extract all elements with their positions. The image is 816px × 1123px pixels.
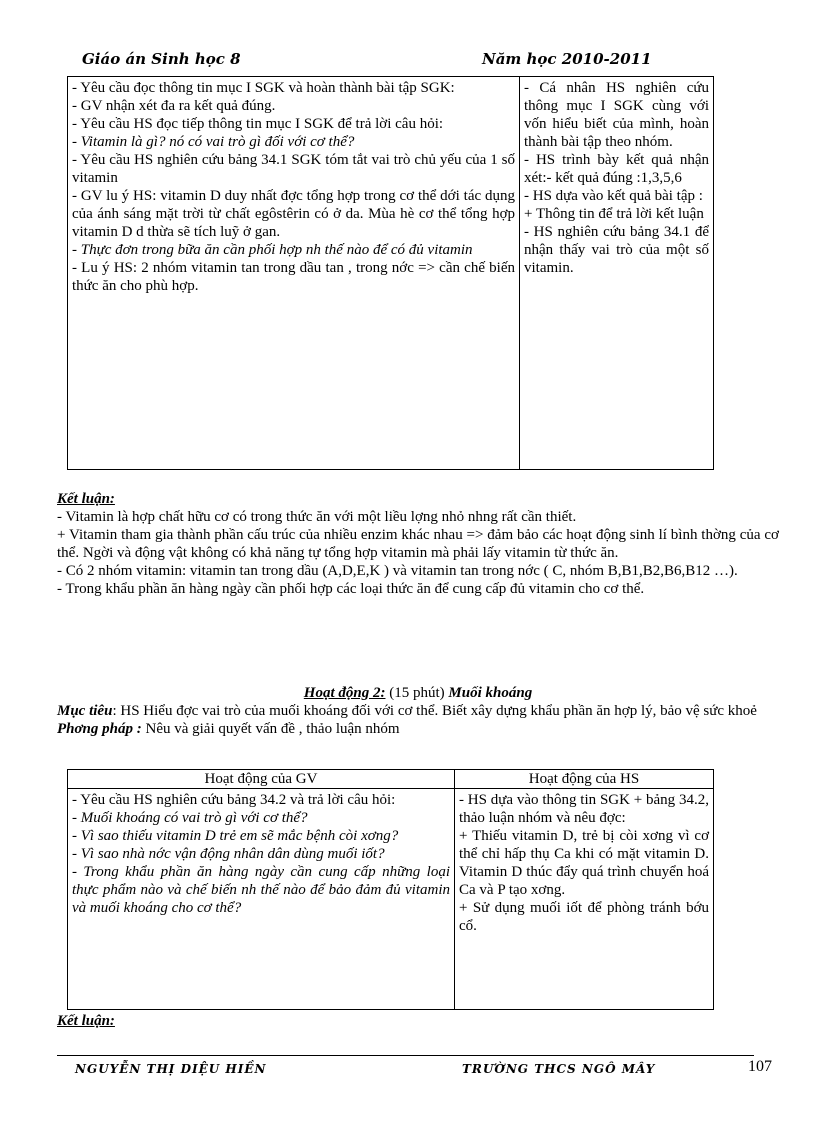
column-header-teacher: Hoạt động của GV bbox=[68, 770, 455, 789]
list-item: - Yêu cầu đọc thông tin mục I SGK và hoàn thành bài tập SGK: bbox=[72, 80, 455, 96]
goal-label: Mục tiêu bbox=[57, 703, 113, 719]
list-item: - Yêu cầu HS đọc tiếp thông tin mục I SGK để trả lời câu hỏi: bbox=[72, 116, 444, 132]
list-item: + Thông tin để trả lời kết luận bbox=[524, 206, 704, 222]
method-text: Nêu và giải quyết vấn đề , thảo luận nhóm bbox=[141, 721, 400, 737]
conclusion-section-1 bbox=[57, 490, 779, 598]
list-item: - Cá nhân HS nghiên cứu thông mục I SGK cùng với vốn hiểu biết của mình, hoàn thành bài tập theo nhóm. bbox=[524, 80, 709, 150]
list-item: - Lu ý HS: 2 nhóm vitamin tan trong dầu tan , trong nớc => cần chế biến thức ăn cho phù hợp. bbox=[72, 260, 515, 294]
activity-title: Muối khoáng bbox=[448, 685, 533, 701]
list-item: - Yêu cầu HS nghiên cứu bảng 34.2 và trả lời câu hỏi: bbox=[72, 792, 396, 808]
student-activity-cell bbox=[520, 77, 714, 470]
conclusion-line: - Trong khẩu phần ăn hàng ngày cần phối hợp các loại thức ăn để cung cấp đủ vitamin cho cơ thể. bbox=[57, 581, 645, 597]
activity-label: Hoạt động 2: bbox=[303, 685, 386, 701]
activity-time: (15 phút) bbox=[389, 685, 445, 701]
list-item: - HS trình bày kết quả nhận xét:- kết quả đúng :1,3,5,6 bbox=[524, 152, 709, 186]
question-item: - Vitamin là gì? nó có vai trò gì đối với cơ thể? bbox=[72, 134, 355, 150]
conclusion-line: - Có 2 nhóm vitamin: vitamin tan trong dầu (A,D,E,K ) và vitamin tan trong nớc ( C, nhóm B,B1,B2,B6,B12 …). bbox=[57, 563, 738, 579]
list-item: - Yêu cầu HS nghiên cứu bảng 34.1 SGK tóm tắt vai trò chủ yếu của 1 số vitamin bbox=[72, 152, 515, 186]
question-item: - Trong khẩu phần ăn hàng ngày cần cung cấp những loại thực phẩm nào và chế biến nh thế nào để bảo đảm đủ vitamin và muối khoáng cho cơ thể? bbox=[72, 864, 450, 916]
activity-table-1 bbox=[67, 76, 714, 470]
column-header-student: Hoạt động của HS bbox=[455, 770, 714, 789]
list-item: - HS dựa vào thông tin SGK + bảng 34.2, thảo luận nhóm và nêu đợc: bbox=[459, 792, 709, 826]
list-item: - GV lu ý HS: vitamin D duy nhất đợc tổng hợp trong cơ thể dới tác dụng của ánh sáng mặt trời từ chất egôstêrin có ở da. Mùa hè cơ thể tổng hợp vitamin D d thừa sẽ tích luỹ ở gan. bbox=[72, 188, 515, 240]
question-item: - Thực đơn trong bữa ăn cần phối hợp nh thế nào để có đủ vitamin bbox=[72, 242, 473, 258]
conclusion-section-2 bbox=[57, 1012, 779, 1030]
header-school-year: Năm học 2010-2011 bbox=[482, 50, 652, 68]
teacher-activity-cell bbox=[68, 789, 455, 1010]
teacher-activity-cell bbox=[68, 77, 520, 470]
page-header bbox=[82, 50, 722, 72]
page-number: 107 bbox=[748, 1058, 772, 1075]
student-activity-cell bbox=[455, 789, 714, 1010]
table-row bbox=[68, 789, 714, 1010]
table-header-row bbox=[68, 770, 714, 789]
activity-table-2 bbox=[67, 769, 714, 1010]
list-item: + Thiếu vitamin D, trẻ bị còi xơng vì cơ thể chỉ hấp thụ Ca khi có mặt vitamin D. Vitamin D thúc đẩy quá trình chuyển hoá Ca và P tạo xơng. bbox=[459, 828, 709, 898]
goal-text: : HS Hiểu đợc vai trò của muối khoáng đối với cơ thể. Biết xây dựng khẩu phần ăn hợp lý, bảo vệ sức khoẻ bbox=[112, 703, 757, 719]
list-item: - HS dựa vào kết quả bài tập : bbox=[524, 188, 703, 204]
footer-school: TRƯỜNG THCS NGÔ MÂY bbox=[462, 1062, 656, 1076]
footer-divider bbox=[57, 1055, 754, 1056]
method-label: Phơng pháp : bbox=[57, 721, 142, 737]
conclusion-heading: Kết luận: bbox=[57, 1013, 115, 1029]
list-item: + Sử dụng muối iốt để phòng tránh bớu cổ. bbox=[459, 900, 709, 934]
question-item: - Vì sao nhà nớc vận động nhân dân dùng muối iốt? bbox=[72, 846, 385, 862]
activity-method bbox=[57, 720, 779, 738]
table-row bbox=[68, 77, 714, 470]
footer-author: NGUYỄN THỊ DIỆU HIỀN bbox=[75, 1062, 267, 1076]
list-item: - GV nhận xét đa ra kết quả đúng. bbox=[72, 98, 276, 114]
header-subject: Giáo án Sinh học 8 bbox=[82, 50, 241, 68]
list-item: - HS nghiên cứu bảng 34.1 để nhận thấy vai trò của một số vitamin. bbox=[524, 224, 709, 276]
activity-goal bbox=[57, 702, 779, 720]
conclusion-line: - Vitamin là hợp chất hữu cơ có trong thức ăn với một liều lợng nhỏ nhng rất cần thiết. bbox=[57, 509, 577, 525]
activity-2-section bbox=[57, 684, 779, 738]
conclusion-line: + Vitamin tham gia thành phần cấu trúc của nhiều enzim khác nhau => đảm bảo các hoạt động sinh lí bình thờng của cơ thể. Ngời và động vật không có khả năng tự tổng hợp vitamin mà phải lấy vitamin từ thức ăn. bbox=[57, 527, 779, 561]
question-item: - Vì sao thiếu vitamin D trẻ em sẽ mắc bệnh còi xơng? bbox=[72, 828, 399, 844]
conclusion-heading: Kết luận: bbox=[57, 491, 115, 507]
activity-2-heading bbox=[57, 684, 779, 702]
question-item: - Muối khoáng có vai trò gì với cơ thể? bbox=[72, 810, 308, 826]
